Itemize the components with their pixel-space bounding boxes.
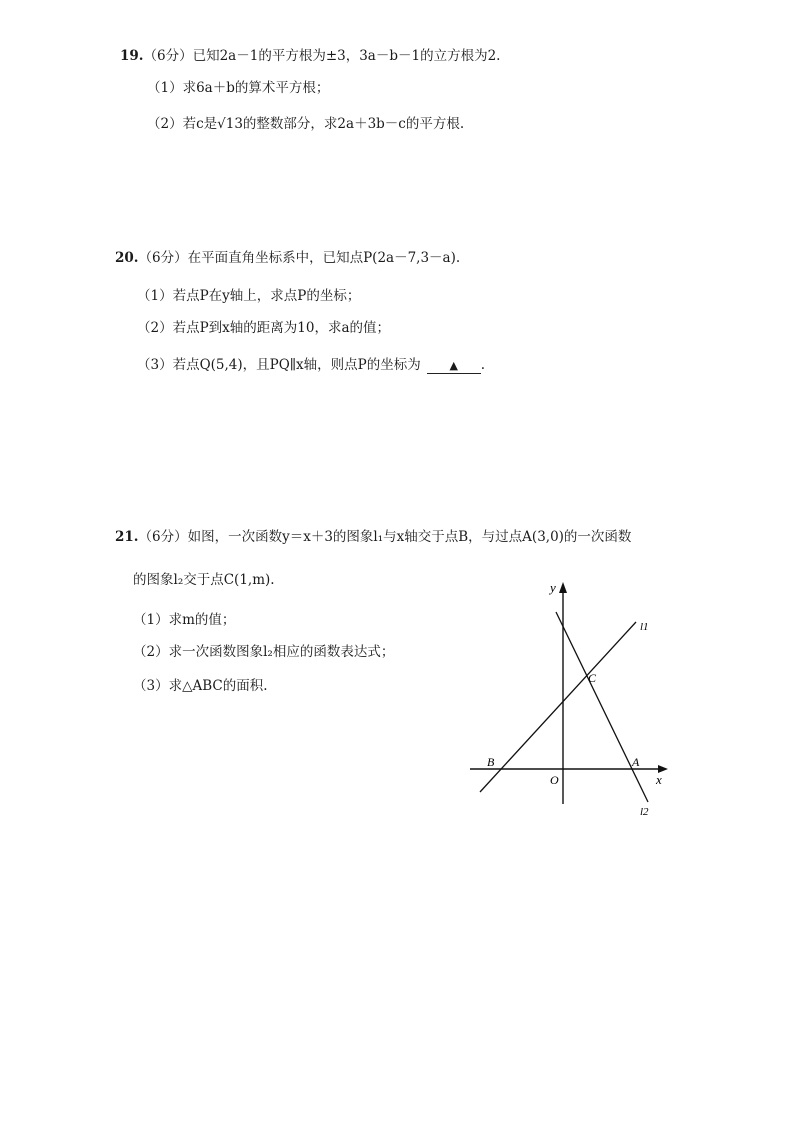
q20-stem-text: （6分）在平面直角坐标系中，已知点P(2a－7,3－a). (138, 250, 461, 266)
q21-part-3: （3）求△ABC的面积. (133, 678, 268, 694)
q19-stem (120, 46, 500, 66)
q19-number: 19. (120, 48, 144, 64)
q21-number: 21. (115, 529, 139, 545)
line-l1 (480, 622, 636, 792)
answer-blank: ▲ (427, 359, 481, 374)
q20-part-3-text: （3）若点Q(5,4)，且PQ∥x轴，则点P的坐标为 (137, 357, 421, 373)
q21-stem-text-1: （6分）如图，一次函数y＝x＋3的图象l₁与x轴交于点B，与过点A(3,0)的一次函数 (138, 529, 632, 545)
point-a-label: A (632, 755, 640, 769)
origin-label: O (550, 773, 559, 787)
q21-stem-line1 (115, 527, 631, 547)
q21-part-2: （2）求一次函数图象l₂相应的函数表达式； (133, 644, 395, 660)
point-b-label: B (487, 755, 495, 769)
q19-part-2: （2）若c是√13的整数部分，求2a＋3b－c的平方根. (147, 116, 465, 132)
point-c-label: C (588, 671, 597, 685)
line-l2-label: l2 (640, 806, 649, 818)
q20-stem (115, 248, 460, 268)
q21-figure (460, 572, 680, 822)
q20-part-3 (137, 355, 485, 375)
q21-stem-line2: 的图象l₂交于点C(1,m). (133, 572, 275, 588)
q20-part-2: （2）若点P到x轴的距离为10，求a的值； (137, 320, 391, 336)
q19-stem-text: （6分）已知2a－1的平方根为±3，3a－b－1的立方根为2. (143, 48, 501, 64)
q20-number: 20. (115, 250, 139, 266)
q19-part-1: （1）求6a＋b的算术平方根； (147, 80, 330, 96)
q20-part-3-end: . (480, 357, 486, 373)
y-axis-arrow (559, 582, 567, 593)
x-axis-label: x (656, 772, 662, 787)
q21-part-1: （1）求m的值； (133, 612, 236, 628)
y-axis-label: y (550, 580, 556, 595)
q20-part-1: （1）若点P在y轴上，求点P的坐标； (137, 288, 361, 304)
line-l2 (556, 612, 648, 802)
line-l1-label: l1 (640, 621, 649, 633)
